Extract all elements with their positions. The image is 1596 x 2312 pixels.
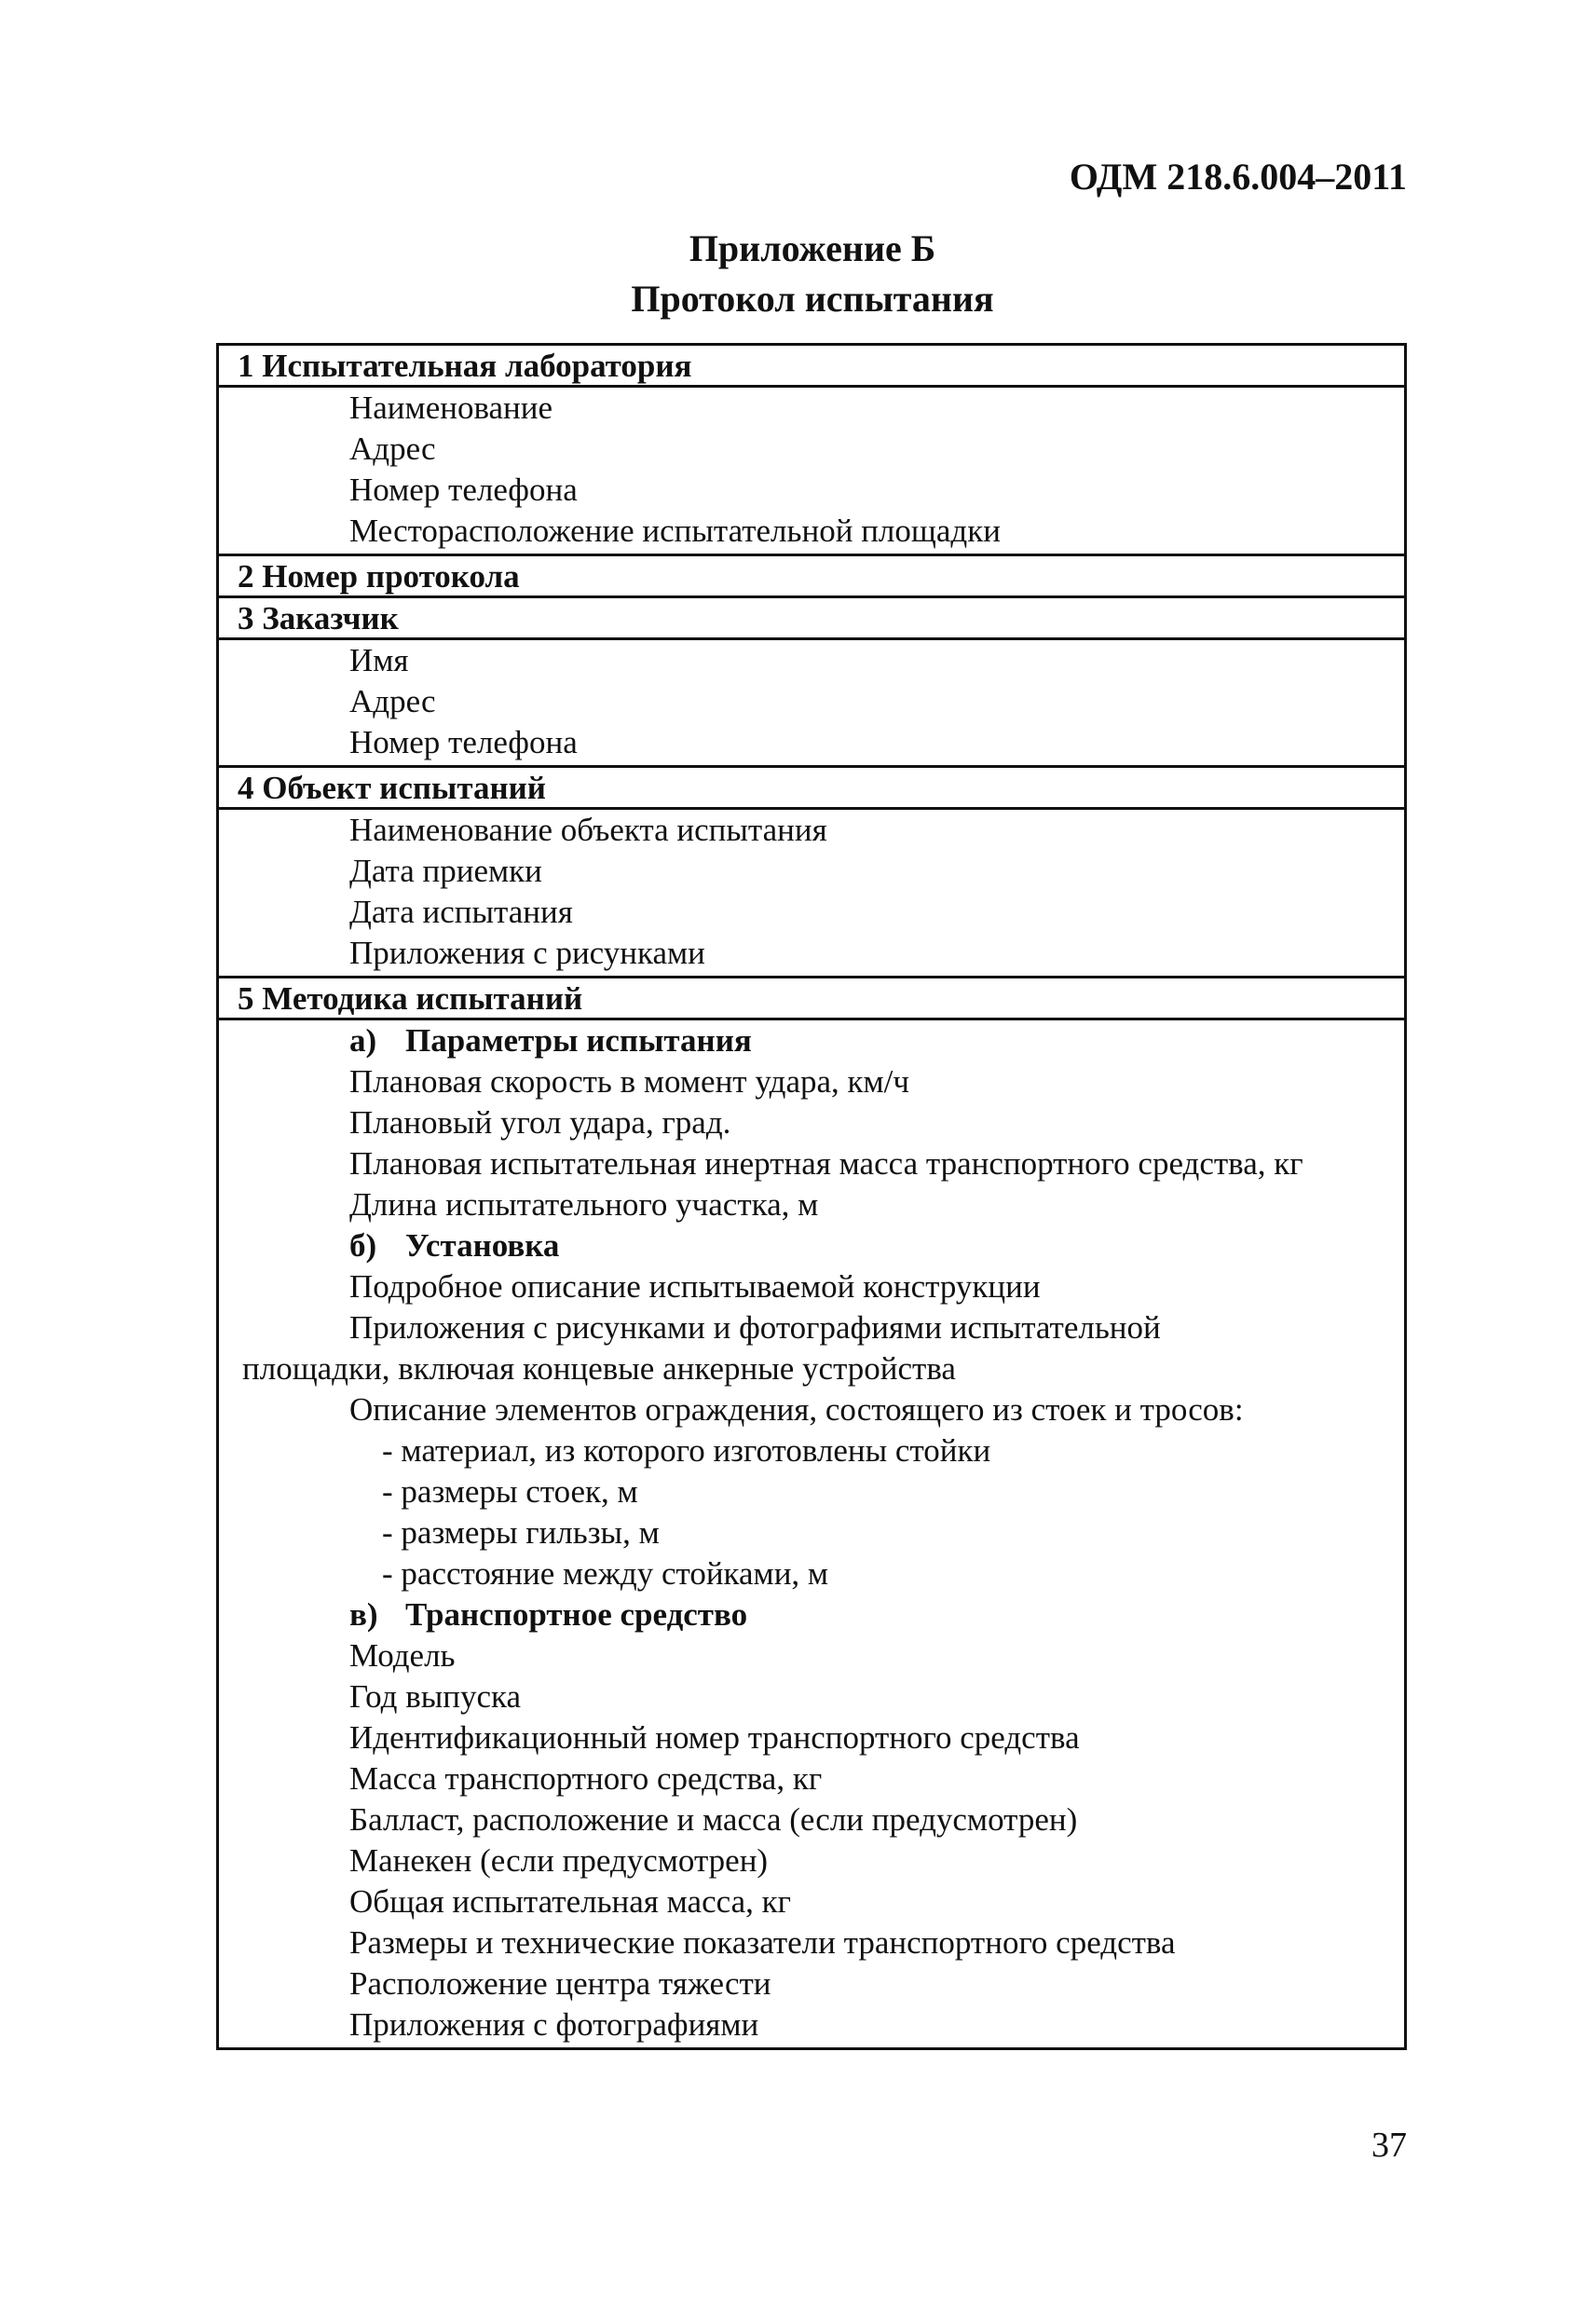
subsection-title: Транспортное средство xyxy=(405,1596,748,1633)
protocol-table xyxy=(216,343,1407,2050)
protocol-title: Протокол испытания xyxy=(631,278,994,320)
section-title: 1 Испытательная лаборатория xyxy=(238,348,692,384)
subsection-title: Установка xyxy=(405,1227,560,1264)
field-item: Размеры и технические показатели транспортного средства xyxy=(349,1924,1176,1961)
field-item: Наименование xyxy=(349,390,553,426)
field-item: Дата приемки xyxy=(349,853,542,889)
field-item: Наименование объекта испытания xyxy=(349,812,827,848)
field-item: Месторасположение испытательной площадки xyxy=(349,513,1001,549)
subsection-heading-vehicle xyxy=(219,1594,1404,1635)
subsection-heading-installation xyxy=(219,1225,1404,1266)
subsection-letter: а) xyxy=(349,1022,377,1059)
field-item: Подробное описание испытываемой конструкции xyxy=(349,1268,1041,1305)
section-test-method xyxy=(219,976,1404,2047)
field-item: Имя xyxy=(349,642,409,678)
field-item: Манекен (если предусмотрен) xyxy=(349,1842,769,1879)
field-item: Приложения с рисунками xyxy=(349,935,705,971)
field-item: Номер телефона xyxy=(349,724,578,760)
field-item: Длина испытательного участка, м xyxy=(349,1186,819,1223)
section-body xyxy=(219,385,1404,554)
section-protocol-number xyxy=(219,554,1404,595)
section-laboratory xyxy=(219,346,1404,554)
page-number: 37 xyxy=(1371,2126,1407,2165)
list-subitem: - размеры гильзы, м xyxy=(382,1514,660,1551)
field-item: Описание элементов ограждения, состоящего из стоек и тросов: xyxy=(349,1391,1244,1428)
section-body xyxy=(219,807,1404,976)
section-test-object xyxy=(219,765,1404,976)
section-title: 2 Номер протокола xyxy=(238,558,520,595)
appendix-heading xyxy=(216,224,1409,324)
field-item: Расположение центра тяжести xyxy=(349,1965,771,2002)
list-subitem: - расстояние между стойками, м xyxy=(382,1555,829,1592)
document-code: ОДМ 218.6.004–2011 xyxy=(1069,156,1407,198)
subsection-letter: б) xyxy=(349,1227,377,1264)
field-item: Плановая испытательная инертная масса транспортного средства, кг xyxy=(349,1145,1303,1182)
list-subitem: - материал, из которого изготовлены стойки xyxy=(382,1432,991,1469)
section-body xyxy=(219,1018,1404,2047)
subsection-title: Параметры испытания xyxy=(405,1022,752,1059)
field-item-continuation: площадки, включая концевые анкерные устройства xyxy=(242,1350,956,1387)
section-body xyxy=(219,637,1404,765)
section-customer xyxy=(219,595,1404,765)
field-item: Дата испытания xyxy=(349,894,573,930)
field-item: Номер телефона xyxy=(349,472,578,508)
field-item: Масса транспортного средства, кг xyxy=(349,1760,823,1797)
section-title: 5 Методика испытаний xyxy=(238,980,583,1017)
field-item: Балласт, расположение и масса (если предусмотрен) xyxy=(349,1801,1078,1838)
appendix-label: Приложение Б xyxy=(689,227,936,269)
list-subitem: - размеры стоек, м xyxy=(382,1473,638,1510)
section-title: 4 Объект испытаний xyxy=(238,770,546,806)
field-item: Плановая скорость в момент удара, км/ч xyxy=(349,1063,909,1100)
subsection-letter: в) xyxy=(349,1596,378,1633)
field-item: Плановый угол удара, град. xyxy=(349,1104,731,1141)
field-item: Модель xyxy=(349,1637,456,1674)
field-item: Приложения с рисунками и фотографиями испытательной xyxy=(349,1309,1161,1346)
field-item: Идентификационный номер транспортного средства xyxy=(349,1719,1080,1756)
field-item: Адрес xyxy=(349,683,436,719)
field-item: Приложения с фотографиями xyxy=(349,2006,759,2043)
field-item: Год выпуска xyxy=(349,1678,522,1715)
field-item: Общая испытательная масса, кг xyxy=(349,1883,791,1920)
subsection-heading-parameters xyxy=(219,1020,1404,1061)
field-item: Адрес xyxy=(349,431,436,467)
section-title: 3 Заказчик xyxy=(238,600,399,636)
